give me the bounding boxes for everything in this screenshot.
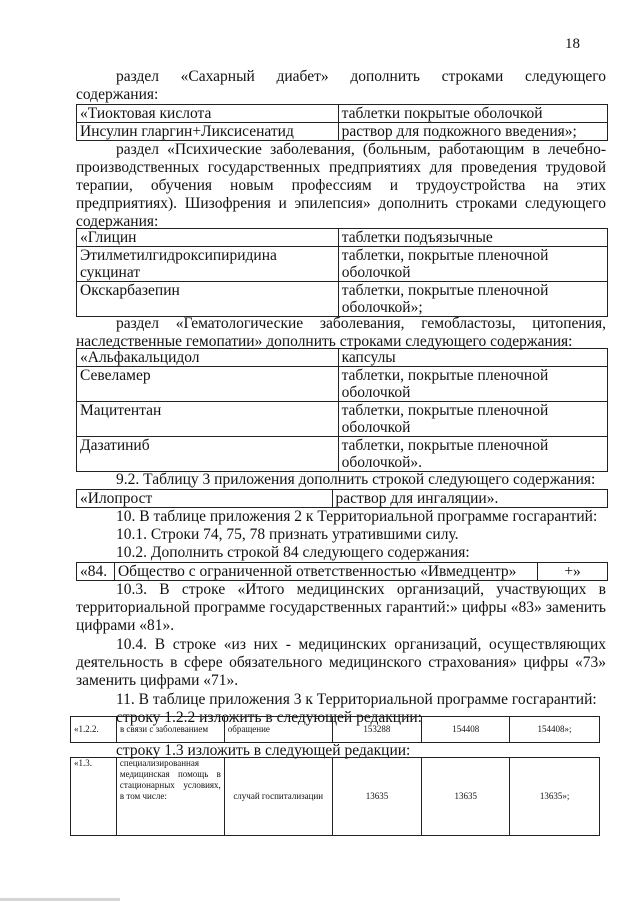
table-row bbox=[77, 402, 608, 437]
diabetes-section-line: раздел «Сахарный диабет» дополнить строками следующего bbox=[116, 68, 606, 85]
row-number-cell: «1.3. bbox=[71, 758, 117, 836]
table-row bbox=[77, 349, 608, 367]
item-11-row-1-3: строку 1.3 изложить в следующей редакции: bbox=[116, 742, 411, 759]
item-10: 10. В таблице приложения 2 к Территориальной программе госгарантий: bbox=[116, 508, 598, 525]
drug-form-cell: таблетки, покрытые пленочной оболочкой bbox=[338, 402, 607, 437]
table-row bbox=[77, 282, 608, 317]
table-row bbox=[77, 367, 608, 402]
value-cell: 153288 bbox=[332, 717, 422, 743]
drug-name-cell: «Глицин bbox=[77, 229, 339, 247]
value-cell: 13635 bbox=[332, 758, 422, 836]
table-row bbox=[71, 758, 600, 836]
table-row bbox=[77, 247, 608, 282]
diabetes-section-line2: содержания: bbox=[76, 86, 159, 103]
drug-name-cell: Мацитентан bbox=[77, 402, 339, 437]
table-row bbox=[77, 123, 608, 141]
drug-form-cell: таблетки подъязычные bbox=[338, 229, 607, 247]
drug-form-cell: таблетки, покрытые пленочной оболочкой»; bbox=[338, 282, 607, 317]
drug-name-cell: Севеламер bbox=[77, 367, 339, 402]
drug-form-cell: раствор для подкожного введения»; bbox=[338, 123, 607, 141]
row-1-3-table bbox=[70, 757, 600, 836]
value-cell: 13635 bbox=[422, 758, 510, 836]
drug-form-cell: капсулы bbox=[338, 349, 607, 367]
row-number-cell: «1.2.2. bbox=[71, 717, 117, 743]
hematology-drugs-table bbox=[76, 348, 608, 472]
drug-form-cell: раствор для ингаляции». bbox=[332, 490, 608, 508]
item-11-row-1-2-2: строку 1.2.2 изложить в следующей редакции: bbox=[116, 709, 422, 726]
unit-cell: обращение bbox=[224, 717, 332, 743]
item-10-4: 10.4. В строке «из них - медицинских организаций, осуществляющих деятельность в сфере обязательного медицинского страхования» цифры «73» заменить цифрами «71». bbox=[76, 636, 606, 689]
diabetes-drugs-table bbox=[76, 104, 608, 141]
item-10-3: 10.3. В строке «Итого медицинских организаций, участвующих в территориальной программе государственных гарантий:» цифры «83» заменить цифрами «81». bbox=[76, 581, 606, 634]
unit-cell: случай госпитализации bbox=[224, 758, 332, 836]
value-cell: 154408 bbox=[422, 717, 510, 743]
drug-form-cell: таблетки, покрытые пленочной оболочкой bbox=[338, 367, 607, 402]
care-type-cell: специализированная медицинская помощь в стационарных условиях, в том числе: bbox=[116, 758, 224, 836]
drug-form-cell: таблетки покрытые оболочкой bbox=[338, 105, 607, 123]
table-row bbox=[71, 717, 600, 743]
organization-table bbox=[76, 562, 608, 581]
hematology-section-paragraph: раздел «Гематологические заболевания, гемобластозы, цитопения, наследственные гемопатии» дополнить строками следующего содержания: bbox=[76, 315, 606, 350]
drug-form-cell: таблетки, покрытые пленочной оболочкой». bbox=[338, 437, 607, 472]
item-10-1: 10.1. Строки 74, 75, 78 признать утратившими силу. bbox=[116, 526, 459, 543]
iloprost-table bbox=[76, 489, 608, 508]
psychiatric-section-paragraph: раздел «Психические заболевания, (больным, работающим в лечебно-производственных государственных предприятиях для проведения трудовой терапии, обучения новым профессиям и трудоустройства на этих предприятиях). Шизофрения и эпилепсия» дополнить строками следующего содержания: bbox=[76, 141, 606, 230]
value-cell: 154408»; bbox=[510, 717, 600, 743]
item-10-2: 10.2. Дополнить строкой 84 следующего содержания: bbox=[116, 544, 470, 561]
scan-artifact bbox=[0, 898, 120, 901]
table-row bbox=[77, 229, 608, 247]
drug-name-cell: Окскарбазепин bbox=[77, 282, 339, 317]
psychiatric-drugs-table bbox=[76, 228, 608, 317]
organization-name-cell: Общество с ограниченной ответственностью «Ивмедцентр» bbox=[114, 563, 537, 581]
oms-flag-cell: +» bbox=[538, 563, 608, 581]
value-cell: 13635»; bbox=[510, 758, 600, 836]
drug-name-cell: Этилметилгидроксипиридина сукцинат bbox=[77, 247, 339, 282]
drug-name-cell: Инсулин гларгин+Ликсисенатид bbox=[77, 123, 339, 141]
table-row bbox=[77, 490, 608, 508]
drug-name-cell: «Альфакальцидол bbox=[77, 349, 339, 367]
page-number: 18 bbox=[565, 36, 580, 52]
row-number-cell: «84. bbox=[77, 563, 115, 581]
item-9-2: 9.2. Таблицу 3 приложения дополнить строкой следующего содержания: bbox=[116, 471, 596, 488]
table-row bbox=[77, 437, 608, 472]
care-type-cell: в связи с заболеванием bbox=[116, 717, 224, 743]
row-1-2-2-table bbox=[70, 716, 600, 743]
drug-name-cell: Дазатиниб bbox=[77, 437, 339, 472]
item-11: 11. В таблице приложения 3 к Территориальной программе госгарантий: bbox=[116, 691, 597, 708]
table-row bbox=[77, 105, 608, 123]
table-row bbox=[77, 563, 608, 581]
drug-name-cell: «Тиоктовая кислота bbox=[77, 105, 339, 123]
drug-name-cell: «Илопрост bbox=[77, 490, 333, 508]
drug-form-cell: таблетки, покрытые пленочной оболочкой bbox=[338, 247, 607, 282]
